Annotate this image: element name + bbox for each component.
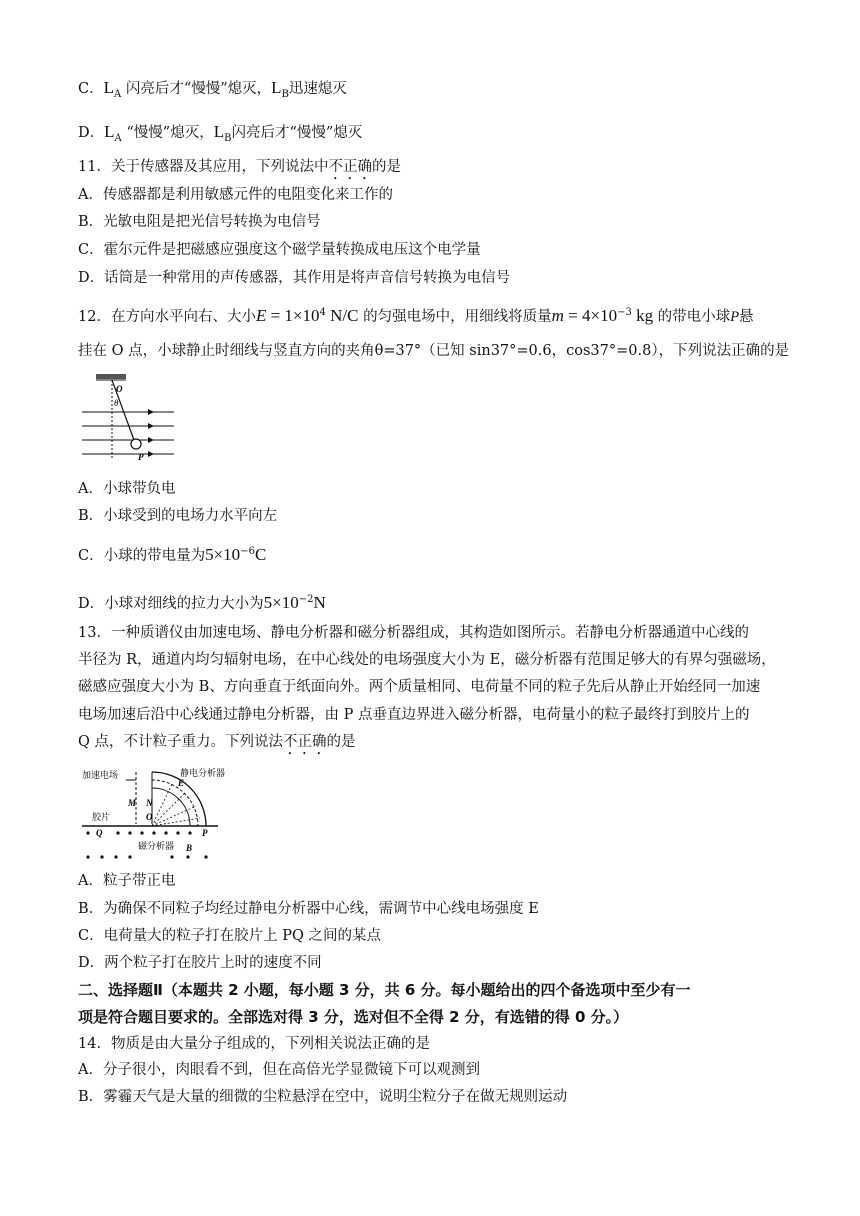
stem-text: 悬 — [739, 308, 754, 325]
label-film: 胶片 — [92, 813, 111, 823]
option-text: “慢慢”熄灭， — [121, 125, 214, 141]
label-electro-analyzer: 静电分析器 — [180, 769, 226, 779]
q10-option-c — [78, 78, 347, 105]
symbol-l: L — [213, 122, 225, 141]
q11-option-a: A．传感器都是利用敏感元件的电阻变化来工作的 — [78, 187, 393, 203]
q14-option-a: A．分子很小，肉眼看不到，但在高倍光学显微镜下可以观测到 — [78, 1062, 480, 1078]
symbol-p: P — [730, 308, 740, 325]
q12-stem-line1 — [78, 303, 754, 327]
arrow-icon — [148, 409, 154, 415]
q13-stem-line: 电场加速后沿中心线通过静电分析器，由 P 点垂直边界进入磁分析器，电荷量小的粒子最终打到胶片上的 — [78, 707, 750, 723]
q12-stem-line2: 挂在 O 点，小球静止时细线与竖直方向的夹角θ=37°（已知 sin37°=0.6，cos37°=0.8），下列说法正确的是 — [78, 343, 790, 359]
q13-option-b: B．为确保不同粒子均经过静电分析器中心线，需调节中心线电场强度 E — [78, 901, 539, 917]
arrow-icon — [148, 423, 154, 429]
q14-stem: 14．物质是由大量分子组成的，下列相关说法正确的是 — [78, 1036, 430, 1052]
exponent: −3 — [617, 307, 632, 318]
section-2-heading-line1: 二、选择题Ⅱ（本题共 2 小题，每小题 3 分，共 6 分。每小题给出的四个备选项中至少有一 — [78, 981, 691, 999]
label-n: N — [146, 798, 153, 808]
unit: N — [313, 592, 326, 612]
q13-stem-line: 半径为 R，通道内均匀辐射电场，在中心线处的电场强度大小为 E，磁分析器有范围足够大的有界匀强磁场， — [78, 652, 776, 668]
symbol-l: L — [104, 122, 115, 141]
option-text: 闪亮后才“慢慢”熄灭， — [121, 81, 272, 97]
symbol-m: m — [551, 305, 564, 325]
arrow-icon — [148, 437, 154, 443]
value: = 4×10 — [563, 305, 618, 325]
option-text: C．小球的带电量为 — [78, 547, 206, 564]
symbol-e: E — [255, 305, 267, 325]
exponent: −6 — [240, 546, 255, 557]
field-lines — [82, 412, 174, 454]
subscript-a: A — [114, 132, 122, 144]
q12-option-c — [78, 542, 266, 566]
label-q: Q — [96, 828, 103, 838]
q12-option-a: A．小球带负电 — [78, 481, 176, 497]
subscript-b: B — [224, 132, 232, 144]
q13-option-d: D．两个粒子打在胶片上时的速度不同 — [78, 955, 322, 971]
stem-text: 11．关于传感器及其应用，下列说法中 — [78, 159, 329, 175]
unit: C — [254, 544, 267, 564]
label-b: B — [186, 843, 193, 853]
stem-text: 的匀强电场中，用细线将质量 — [358, 308, 552, 325]
label-magnetic-analyzer: 磁分析器 — [138, 842, 175, 852]
exponent: −2 — [298, 594, 314, 605]
emphasis-text: 不正确 — [283, 734, 327, 750]
unit: N/C — [325, 305, 359, 325]
q14-option-b: B．雾霾天气是大量的细微的尘粒悬浮在空中，说明尘粒分子在做无规则运动 — [78, 1089, 568, 1105]
subscript-a: A — [114, 88, 122, 100]
subscript-b: B — [281, 88, 289, 100]
q11-stem — [78, 157, 401, 183]
emphasis-text: 不正确 — [328, 159, 372, 175]
stem-text: 的是 — [326, 734, 356, 750]
label-m: M — [128, 798, 137, 808]
q13-figure — [78, 762, 238, 866]
q11-option-d: D．话筒是一种常用的声传感器，其作用是将声音信号转换为电信号 — [78, 270, 511, 286]
section-2-heading-line2: 项是符合题目要求的。全部选对得 3 分，选对但不全得 2 分，有选错的得 0 分。） — [78, 1008, 629, 1026]
stem-text: 12．在方向水平向右、大小 — [78, 308, 256, 325]
value: = 1×10 — [266, 305, 320, 325]
q12-option-b: B．小球受到的电场力水平向左 — [78, 508, 278, 524]
radial-line — [152, 784, 172, 826]
q13-option-a: A．粒子带正电 — [78, 873, 176, 889]
stem-text: Q 点，不计粒子重力。下列说法 — [78, 734, 283, 750]
field-arrows — [148, 409, 154, 457]
q13-option-c: C．电荷量大的粒子打在胶片上 PQ 之间的某点 — [78, 928, 381, 944]
symbol-l: L — [271, 78, 282, 97]
q11-option-b: B．光敏电阻是把光信号转换为电信号 — [78, 214, 321, 230]
q13-stem-line: 13．一种质谱仪由加速电场、静电分析器和磁分析器组成，其构造如图所示。若静电分析器通道中心线的 — [78, 625, 749, 641]
symbol-l: L — [103, 78, 114, 97]
label-accel-field: 加速电场 — [82, 771, 119, 781]
q12-figure — [78, 370, 178, 470]
label-theta: θ — [114, 398, 119, 408]
q11-option-c: C．霍尔元件是把磁感应强度这个磁学量转换成电压这个电学量 — [78, 242, 481, 258]
label-e: E — [178, 778, 185, 788]
option-text: 迅速熄灭 — [288, 81, 347, 97]
label-p: P — [138, 452, 144, 462]
q13-stem-line: 磁感应强度大小为 B、方向垂直于纸面向外。两个质量相同、电荷量不同的粒子先后从静止开始经同一加速 — [78, 679, 761, 695]
option-text: D．小球对细线的拉力大小为 — [78, 595, 264, 612]
option-prefix: C． — [78, 81, 104, 97]
value: 5×10 — [205, 544, 241, 564]
label-o: O — [116, 384, 123, 394]
label-p: P — [202, 828, 208, 838]
ceiling-hatch — [96, 374, 126, 379]
label-o: O — [146, 812, 153, 822]
stem-text: 的是 — [371, 159, 401, 175]
unit: kg — [631, 305, 654, 325]
q12-option-d — [78, 590, 326, 614]
option-prefix: D． — [78, 125, 105, 141]
exponent: 4 — [319, 307, 326, 318]
value: 5×10 — [263, 592, 299, 612]
stem-text: 的带电小球 — [653, 308, 731, 325]
q13-stem-last — [78, 732, 356, 758]
q10-option-d — [78, 122, 362, 149]
arrow-icon — [148, 451, 154, 457]
charged-ball — [131, 439, 141, 449]
option-text: 闪亮后才“慢慢”熄灭 — [231, 125, 363, 141]
